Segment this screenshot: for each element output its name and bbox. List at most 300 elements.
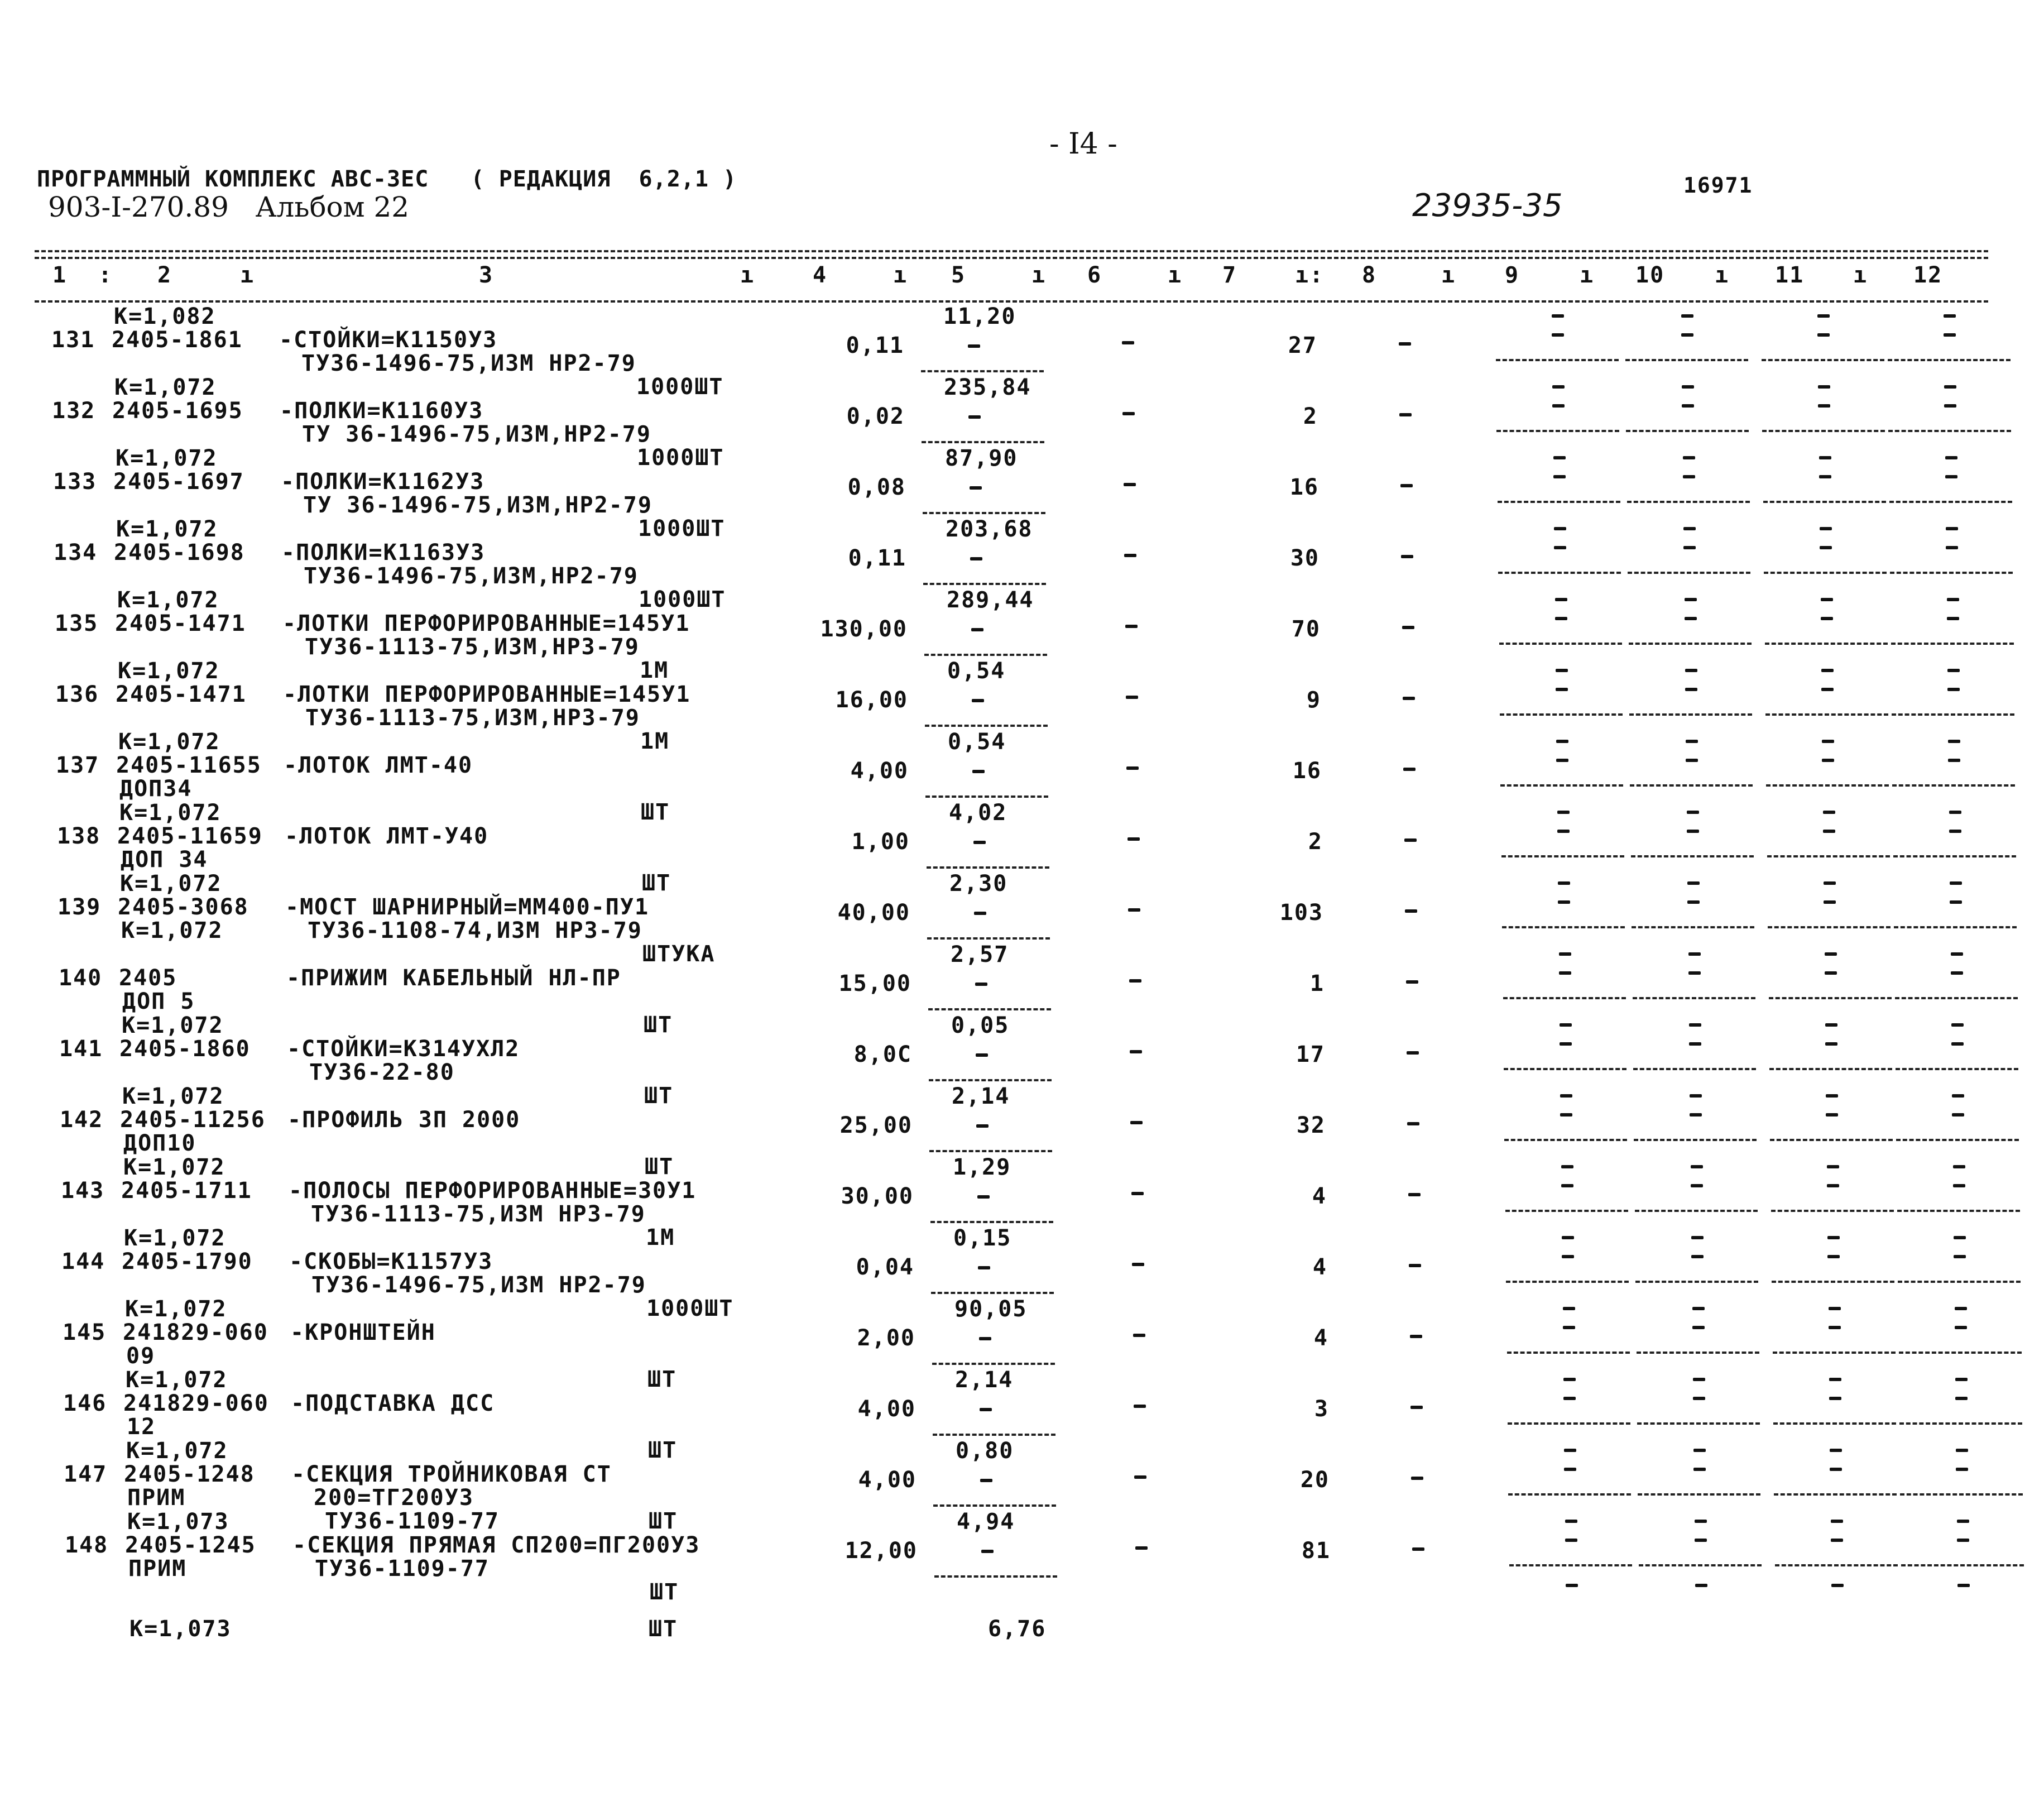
col10-dash [1692,1326,1705,1329]
col-header-3: 3 [479,262,494,288]
col10-dash [1689,1042,1701,1046]
price-dash [976,1124,989,1128]
item-spec: ТУ36-1113-75,ИЗМ НР3-79 [311,1201,646,1227]
col12-dash [1955,1326,1967,1329]
row-number: 140 [59,965,103,991]
total-value: 2 [1308,829,1323,855]
price-dash [972,770,985,773]
price-dash [980,1479,992,1482]
col11-underline [1766,784,1889,787]
unit: 1М [640,658,669,683]
col10-dash [1693,1468,1706,1471]
row-number: 137 [56,753,100,778]
price-underline [933,1434,1055,1436]
col11-dash [1820,527,1832,530]
col-header-7: 7 [1222,262,1237,288]
row-number: 148 [65,1532,109,1558]
col9-underline [1503,997,1626,999]
col9-underline [1500,713,1623,716]
col12-dash [1955,1397,1968,1400]
col11-underline [1762,430,1885,432]
item-name: -ПРОФИЛЬ ЗП 2000 [287,1107,521,1133]
col10-dash [1688,952,1701,956]
item-code-suffix: ДОП 5 [122,989,195,1014]
col12-dash [1957,1539,1969,1542]
total-value: 4 [1312,1183,1327,1209]
col11-dash [1822,740,1834,743]
col-header-5: 5 [951,262,966,288]
col11-final-dash [1831,1584,1844,1587]
col8-dash [1400,484,1413,487]
col10-dash [1686,740,1698,743]
col9-dash [1560,1113,1572,1116]
col10-dash [1685,669,1697,672]
total-value: 16 [1292,758,1322,784]
k-coefficient: К=1,072 [123,1154,225,1180]
col-sep: ı: [1295,262,1325,288]
item-name: -ЛОТКИ ПЕРФОРИРОВАННЫЕ=145У1 [283,682,691,707]
col10-dash [1687,900,1700,904]
col9-dash [1565,1539,1577,1542]
col10-dash [1687,811,1699,814]
col10-underline [1625,359,1748,361]
unit-price: 4,94 [957,1509,1015,1535]
col10-underline [1627,501,1750,503]
col12-dash [1956,1449,1968,1452]
col10-underline [1631,855,1754,857]
quantity: 12,00 [845,1538,918,1564]
col11-dash [1827,1184,1839,1187]
total-value: 9 [1306,687,1321,713]
col12-dash [1951,1023,1964,1027]
col11-underline [1769,997,1892,999]
col11-dash [1818,404,1830,408]
item-code: 2405-1790 [122,1249,253,1274]
unit: 1М [640,729,670,754]
col9-dash [1559,952,1571,956]
handwritten-number: 23935-35 [1412,188,1563,224]
row-number: 134 [54,540,98,566]
col6-dash [1134,1405,1146,1408]
col12-dash [1946,527,1958,530]
col12-underline [1896,1068,2018,1070]
k-coefficient: К=1,072 [117,587,219,613]
col9-final-dash [1566,1584,1578,1587]
price-dash [970,557,982,560]
item-code: 2405-1471 [115,611,246,636]
col9-underline [1504,1139,1627,1141]
col11-underline [1763,501,1886,503]
item-code: 2405-11256 [120,1107,266,1133]
quantity: 130,00 [820,616,908,642]
price-dash [968,344,980,348]
col12-underline [1891,643,2014,645]
item-code-suffix: К=1,072 [121,918,223,943]
k-coefficient: К=1,072 [118,729,220,755]
col12-underline [1888,359,2011,361]
k-coefficient: К=1,072 [125,1296,227,1322]
col9-dash [1563,1378,1576,1381]
col12-dash [1948,759,1960,762]
col11-underline [1764,572,1887,574]
col9-underline [1498,572,1621,574]
k-coefficient: К=1,072 [116,516,218,542]
col10-dash [1693,1449,1706,1452]
col8-dash [1399,413,1412,416]
col12-underline [1893,855,2016,857]
col12-dash [1949,830,1961,833]
unit-price: 2,57 [951,942,1009,967]
col8-dash [1402,626,1414,629]
col10-dash [1683,546,1696,549]
col8-dash [1399,342,1411,346]
col12-underline [1900,1493,2023,1496]
price-dash [977,1195,990,1199]
col9-dash [1557,830,1570,833]
col9-dash [1564,1449,1576,1452]
col11-dash [1826,1094,1838,1098]
item-name: -СТОЙКИ=К314УХЛ2 [287,1036,520,1062]
price-dash [970,486,982,490]
col-sep: ı [1441,262,1456,288]
k-coefficient: К=1,072 [118,658,220,684]
item-spec: ТУ36-1496-75,ИЗМ,НР2-79 [304,563,639,589]
col9-dash [1559,971,1571,975]
col-header-4: 4 [813,262,828,288]
col9-dash [1563,1397,1576,1400]
final-unit: ШТ [649,1616,678,1642]
total-value: 32 [1296,1113,1326,1138]
col8-dash [1405,909,1417,913]
k-coefficient: К=1,072 [126,1438,228,1464]
price-dash [980,1408,992,1411]
col8-dash [1407,1122,1419,1125]
page-number: - I4 - [1049,127,1117,161]
col10-dash [1683,475,1695,478]
k-coefficient: К=1,073 [127,1509,229,1535]
col10-dash [1695,1539,1707,1542]
item-code: 2405-1860 [119,1036,251,1062]
col11-underline [1762,359,1884,361]
item-code: 2405-11655 [116,753,262,778]
col8-dash [1408,1193,1421,1196]
unit: 1000ШТ [638,516,726,542]
col-header-2: 2 [157,262,172,288]
price-underline [928,1008,1051,1010]
row-number: 147 [64,1461,108,1487]
col12-dash [1944,385,1956,389]
k-coefficient: К=1,072 [122,1084,224,1109]
col11-underline [1765,643,1888,645]
item-spec: ТУ36-22-80 [309,1060,455,1085]
col11-dash [1822,759,1834,762]
col-header-6: 6 [1087,262,1102,288]
price-dash [968,415,981,419]
col6-dash [1122,412,1135,415]
k-coefficient: К=1,072 [114,375,217,400]
price-dash [981,1550,994,1553]
col10-underline [1635,1210,1758,1212]
col9-dash [1555,617,1567,620]
unit-price: 2,14 [952,1084,1010,1109]
col6-dash [1122,341,1134,344]
col11-underline [1773,1352,1896,1354]
col8-dash [1411,1477,1423,1480]
item-spec-extra: ТУ36-1109-77 [325,1508,500,1534]
col8-dash [1406,980,1418,984]
col12-dash [1947,669,1960,672]
col9-underline [1500,784,1623,787]
col11-underline [1774,1493,1897,1496]
item-spec: ТУ36-1113-75,ИЗМ,НР3-79 [305,634,640,660]
item-name: -СКОБЫ=К1157У3 [289,1249,493,1274]
col11-underline [1769,1068,1892,1070]
col9-underline [1508,1422,1630,1425]
document-code: 16971 [1683,173,1753,198]
col12-underline [1897,1210,2020,1212]
quantity: 25,00 [839,1113,913,1138]
quantity: 40,00 [837,900,910,926]
col9-dash [1563,1307,1575,1310]
quantity: 0,08 [847,475,906,500]
item-name: -ЛОТОК ЛМТ-У40 [285,823,489,849]
col-header-9: 9 [1505,262,1520,288]
col12-underline [1888,430,2011,432]
col8-dash [1407,1051,1419,1055]
col12-underline [1892,784,2015,787]
col8-dash [1403,768,1416,771]
unit-price: 0,15 [953,1225,1012,1251]
row-number: 145 [63,1320,107,1345]
item-code-suffix: 09 [126,1343,156,1369]
col12-dash [1951,971,1963,975]
row-number: 131 [51,327,95,353]
col9-underline [1499,643,1622,645]
unit: 1М [646,1225,675,1250]
total-value: 2 [1303,404,1318,429]
unit: 1000ШТ [646,1296,734,1321]
col9-dash [1552,404,1565,408]
col11-dash [1829,1397,1841,1400]
col11-dash [1829,1307,1841,1310]
col12-dash [1944,333,1956,337]
price-underline [927,937,1050,940]
quantity: 1,00 [851,829,910,855]
col11-dash [1827,1165,1839,1168]
album-label: 903-I-270.89 Альбом 22 [48,191,410,223]
col6-dash [1124,554,1136,557]
col11-underline [1770,1139,1893,1141]
quantity: 4,00 [850,758,909,784]
item-code: 241829-060 [123,1320,268,1345]
col12-dash [1949,811,1961,814]
col9-dash [1556,759,1568,762]
item-spec: ТУ36-1113-75,ИЗМ,НР3-79 [305,705,640,731]
col6-dash [1130,1050,1142,1053]
quantity: 4,00 [857,1396,916,1422]
item-spec: 200=ТГ200У3 [314,1485,474,1511]
col6-dash [1133,1334,1145,1337]
item-spec: ТУ36-1108-74,ИЗМ НР3-79 [308,918,642,943]
unit-price: 0,54 [948,729,1006,755]
price-underline [929,1150,1052,1152]
price-dash [971,628,983,631]
unit: ШТ [645,1154,674,1180]
row-number: 139 [57,894,102,920]
col10-dash [1686,759,1698,762]
item-code: 2405-1471 [116,682,247,707]
col11-dash [1825,1042,1837,1046]
col8-dash [1404,838,1417,842]
col6-dash [1127,837,1140,841]
col12-underline [1898,1281,2021,1283]
item-name: -ПРИЖИМ КАБЕЛЬНЫЙ НЛ-ПР [286,965,621,991]
header-bottom-rule [35,300,1988,303]
total-value: 70 [1291,616,1321,642]
col6-dash [1125,625,1138,628]
unit: 1000ШТ [637,445,724,471]
item-name: -СЕКЦИЯ ТРОЙНИКОВАЯ СТ [291,1461,612,1487]
unit-price: 4,02 [949,800,1007,826]
col-sep: ı [1031,262,1047,288]
col11-dash [1820,546,1832,549]
unit-price: 0,05 [951,1013,1010,1038]
col10-dash [1687,830,1699,833]
row-number: 132 [52,398,96,424]
row-number: 135 [55,611,99,636]
price-dash [978,1266,990,1269]
col12-dash [1955,1378,1968,1381]
unit-price: 90,05 [954,1296,1028,1322]
col12-underline [1899,1352,2022,1354]
total-value: 17 [1296,1042,1325,1067]
price-underline [934,1575,1057,1578]
col9-dash [1560,1094,1572,1098]
col10-dash [1682,385,1694,389]
price-dash [972,699,984,702]
col9-dash [1562,1255,1574,1258]
col10-dash [1695,1520,1707,1523]
col8-dash [1409,1264,1421,1267]
col11-underline [1772,1281,1894,1283]
col8-dash [1403,697,1415,700]
col10-underline [1632,926,1754,928]
col9-dash [1556,669,1568,672]
col10-dash [1692,1307,1705,1310]
quantity: 0,11 [848,545,906,571]
item-name: -ПОДСТАВКА ДСС [291,1391,495,1416]
col9-dash [1560,1042,1572,1046]
col9-dash [1558,900,1570,904]
col11-dash [1817,314,1830,318]
row-number: 136 [55,682,99,707]
price-dash [973,841,986,844]
col9-underline [1509,1564,1632,1566]
col9-underline [1496,430,1619,432]
col9-dash [1556,688,1568,691]
col9-dash [1554,527,1566,530]
price-underline [932,1363,1055,1365]
k-coefficient: К=1,072 [116,445,218,471]
col11-dash [1827,1236,1840,1239]
col10-dash [1683,456,1695,459]
col-sep: ı [1715,262,1730,288]
col11-dash [1823,830,1835,833]
price-underline [922,441,1044,443]
col12-dash [1948,740,1960,743]
col9-dash [1562,1236,1574,1239]
unit-price: 2,30 [949,871,1008,897]
quantity: 2,00 [857,1325,915,1351]
col11-dash [1821,598,1833,601]
col9-underline [1506,1281,1629,1283]
unit-price: 1,29 [953,1154,1011,1180]
quantity: 0,02 [846,404,905,429]
col12-dash [1951,952,1963,956]
col-sep: ı [1580,262,1595,288]
quantity: 0,04 [856,1254,914,1280]
unit: ШТ [642,870,671,896]
price-underline [927,866,1049,869]
item-code-suffix: 12 [127,1414,156,1440]
col9-underline [1498,501,1620,503]
item-spec: ТУ36-1496-75,ИЗМ НР2-79 [311,1272,646,1298]
col10-underline [1634,1139,1757,1141]
unit-price: 87,90 [945,445,1018,471]
col6-dash [1135,1546,1148,1550]
col12-underline [1894,926,2017,928]
col10-underline [1633,1068,1756,1070]
col11-dash [1821,688,1834,691]
col11-dash [1821,669,1834,672]
unit: ШТ [649,1508,678,1534]
col9-dash [1557,811,1570,814]
row-number: 146 [63,1391,107,1416]
col10-underline [1628,572,1750,574]
price-dash [975,983,987,986]
col11-underline [1765,713,1888,716]
unit: 1000ШТ [639,587,726,612]
quantity: 8,0C [853,1042,912,1067]
col9-underline [1504,1068,1626,1070]
col12-dash [1947,688,1960,691]
total-value: 1 [1309,971,1325,996]
col10-final-dash [1695,1584,1707,1587]
col10-dash [1693,1397,1705,1400]
price-underline [924,654,1047,656]
item-code-suffix: ДОП34 [119,776,193,802]
col10-dash [1682,404,1694,408]
item-spec: ТУ 36-1496-75,ИЗМ,НР2-79 [302,421,651,447]
unit: ШТ [641,799,670,825]
col9-dash [1564,1468,1576,1471]
row-number: 143 [61,1178,105,1204]
col12-underline [1889,501,2012,503]
col9-dash [1561,1165,1573,1168]
total-value: 4 [1312,1254,1327,1280]
col11-underline [1773,1422,1896,1425]
total-value: 4 [1313,1325,1328,1351]
unit-price: 2,14 [955,1367,1014,1393]
price-dash [979,1337,991,1340]
col10-dash [1691,1184,1703,1187]
unit: ШТ [648,1437,678,1463]
col10-dash [1685,598,1697,601]
item-name: -ЛОТКИ ПЕРФОРИРОВАННЫЕ=145У1 [282,611,690,636]
col12-underline [1896,1139,2019,1141]
item-code: 2405-1697 [113,469,244,495]
unit-price: 203,68 [946,516,1033,542]
